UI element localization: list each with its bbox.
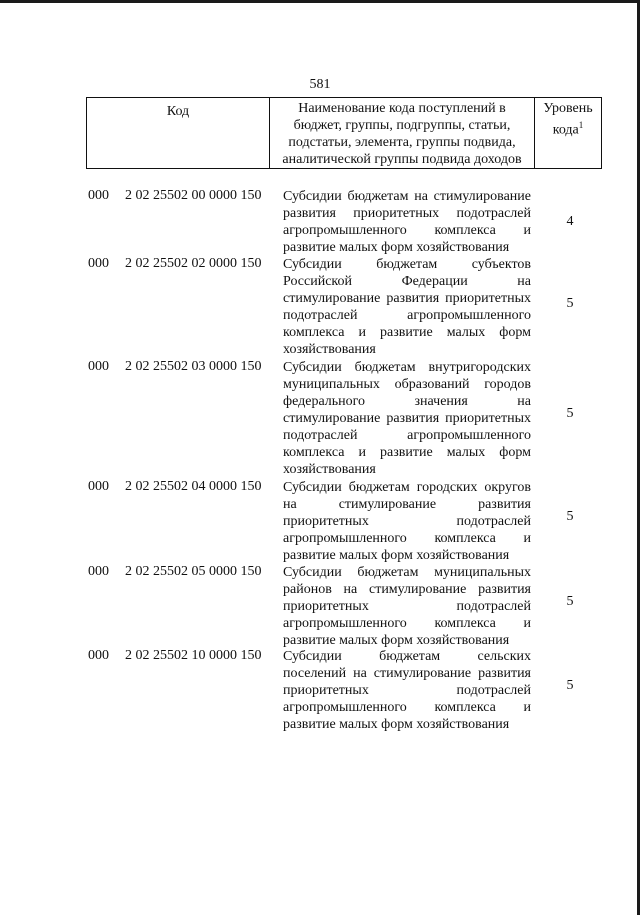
revenue-code: 2 02 25502 05 0000 150 <box>125 564 262 579</box>
name-line: агропромышленного комплекса и <box>283 531 531 546</box>
name-line: агропромышленного комплекса и <box>283 616 531 631</box>
name-line: приоритетных подотраслей <box>283 599 531 614</box>
footnote-marker: 1 <box>578 120 584 130</box>
admin-code: 000 <box>88 188 109 203</box>
header-name-line: Наименование кода поступлений в <box>298 101 506 116</box>
code-level: 5 <box>566 406 574 421</box>
revenue-name <box>283 648 531 733</box>
admin-code: 000 <box>88 564 109 579</box>
name-line: муниципальных образований городов <box>283 377 531 392</box>
header-code-label: Код <box>166 104 190 119</box>
header-level-cell <box>534 97 602 169</box>
code-level: 4 <box>566 214 574 229</box>
code-level: 5 <box>566 296 574 311</box>
revenue-code: 2 02 25502 10 0000 150 <box>125 648 262 663</box>
name-line: приоритетных подотраслей <box>283 514 531 529</box>
name-line: приоритетных подотраслей <box>283 683 531 698</box>
admin-code: 000 <box>88 648 109 663</box>
name-line: развитие малых форм хозяйствования <box>283 633 510 648</box>
revenue-name <box>283 564 531 649</box>
header-name-line: бюджет, группы, подгруппы, статьи, <box>293 118 511 133</box>
name-line: Субсидии бюджетам сельских <box>283 649 531 664</box>
header-name-cell <box>269 97 535 169</box>
name-line: хозяйствования <box>283 342 376 357</box>
revenue-name <box>283 479 531 564</box>
name-line: Субсидии бюджетам внутригородских <box>283 360 531 375</box>
name-line: подотраслей агропромышленного <box>283 308 531 323</box>
revenue-code: 2 02 25502 02 0000 150 <box>125 256 262 271</box>
name-line: районов на стимулирование развития <box>283 582 531 597</box>
name-line: Субсидии бюджетам субъектов <box>283 257 531 272</box>
scan-border-top <box>0 0 640 3</box>
name-line: развитие малых форм хозяйствования <box>283 548 510 563</box>
name-line: комплекса и развитие малых форм <box>283 325 531 340</box>
admin-code: 000 <box>88 359 109 374</box>
name-line: Субсидии бюджетам городских округов <box>283 480 531 495</box>
revenue-code: 2 02 25502 00 0000 150 <box>125 188 262 203</box>
header-level-line2: кода <box>552 122 579 138</box>
code-level: 5 <box>566 509 574 524</box>
revenue-name <box>283 188 531 256</box>
name-line: Российской Федерации на <box>283 274 531 289</box>
revenue-code: 2 02 25502 04 0000 150 <box>125 479 262 494</box>
name-line: комплекса и развитие малых форм <box>283 445 531 460</box>
name-line: агропромышленного комплекса и <box>283 223 531 238</box>
name-line: агропромышленного комплекса и <box>283 700 531 715</box>
revenue-code: 2 02 25502 03 0000 150 <box>125 359 262 374</box>
name-line: на стимулирование развития <box>283 497 531 512</box>
name-line: развитие малых форм хозяйствования <box>283 240 510 255</box>
name-line: развитие малых форм хозяйствования <box>283 717 510 732</box>
name-line: стимулирование развития приоритетных <box>283 291 531 306</box>
name-line: поселений на стимулирование развития <box>283 666 531 681</box>
name-line: хозяйствования <box>283 462 376 477</box>
header-code-cell <box>86 97 270 169</box>
code-level: 5 <box>566 594 574 609</box>
header-level-line1: Уровень <box>543 101 593 116</box>
admin-code: 000 <box>88 479 109 494</box>
name-line: Субсидии бюджетам муниципальных <box>283 565 531 580</box>
revenue-name <box>283 359 531 478</box>
name-line: федерального значения на <box>283 394 531 409</box>
name-line: подотраслей агропромышленного <box>283 428 531 443</box>
name-line: стимулирование развития приоритетных <box>283 411 531 426</box>
name-line: развития приоритетных подотраслей <box>283 206 531 221</box>
code-level: 5 <box>566 678 574 693</box>
name-line: Субсидии бюджетам на стимулирование <box>283 189 531 204</box>
header-name-line: аналитической группы подвида доходов <box>282 152 522 167</box>
admin-code: 000 <box>88 256 109 271</box>
header-name-line: подстатьи, элемента, группы подвида, <box>288 135 516 150</box>
page-number: 581 <box>309 77 331 92</box>
revenue-name <box>283 256 531 358</box>
